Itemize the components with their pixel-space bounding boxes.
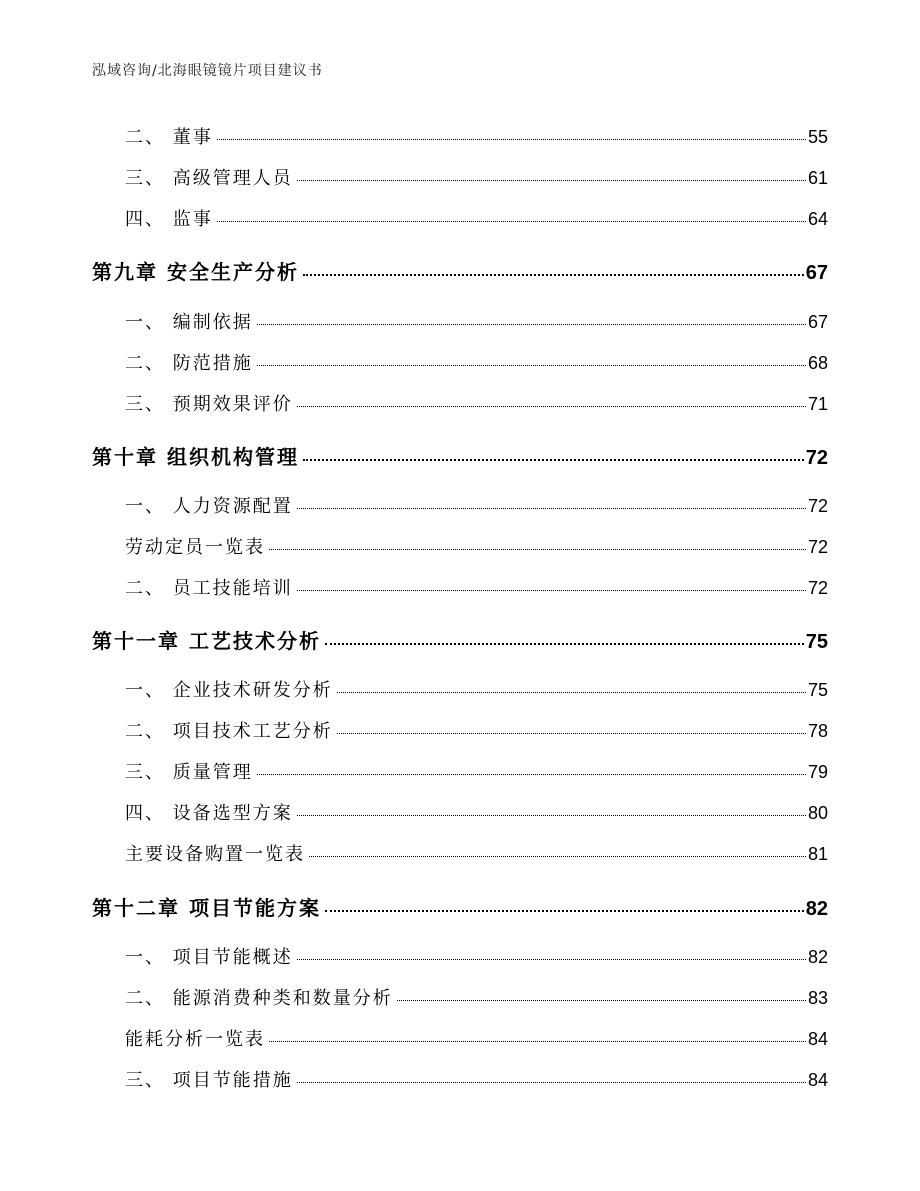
toc-section-row[interactable] bbox=[125, 943, 828, 969]
toc-page-number: 72 bbox=[807, 496, 828, 516]
toc-page-number: 64 bbox=[807, 209, 828, 229]
running-header: 泓域咨询/北海眼镜镜片项目建议书 bbox=[92, 63, 323, 79]
toc-entry-label: 第十章 组织机构管理 bbox=[92, 445, 299, 469]
toc-section-row[interactable] bbox=[125, 349, 828, 375]
toc-entry-label: 主要设备购置一览表 bbox=[125, 844, 305, 865]
toc-entry-label: 第十一章 工艺技术分析 bbox=[92, 629, 321, 653]
toc-dot-leader bbox=[397, 986, 806, 1004]
toc-entry-label: 一、 编制依据 bbox=[125, 312, 253, 333]
toc-entry-label: 一、 企业技术研发分析 bbox=[125, 680, 333, 701]
toc-page-number: 82 bbox=[805, 898, 828, 920]
toc-entry-label: 四、 监事 bbox=[125, 209, 213, 230]
toc-dot-leader bbox=[217, 125, 806, 143]
toc-entry-label: 三、 高级管理人员 bbox=[125, 168, 293, 189]
toc-chapter-row[interactable] bbox=[92, 256, 828, 285]
toc-dot-leader bbox=[297, 576, 806, 594]
toc-page-number: 55 bbox=[807, 127, 828, 147]
toc-entry-label: 第十二章 项目节能方案 bbox=[92, 896, 321, 920]
toc-section-row[interactable] bbox=[125, 840, 828, 866]
toc-dot-leader bbox=[269, 1027, 806, 1045]
toc-chapter-row[interactable] bbox=[92, 625, 828, 654]
toc-dot-leader bbox=[325, 895, 804, 915]
toc-section-row[interactable] bbox=[125, 1066, 828, 1092]
toc-entry-label: 三、 项目节能措施 bbox=[125, 1070, 293, 1091]
toc-entry-label: 第九章 安全生产分析 bbox=[92, 260, 299, 284]
toc-page-number: 75 bbox=[805, 631, 828, 653]
toc-dot-leader bbox=[337, 719, 806, 737]
toc-page-number: 82 bbox=[807, 947, 828, 967]
toc-dot-leader bbox=[269, 535, 806, 553]
toc-section-row[interactable] bbox=[125, 717, 828, 743]
toc-page-number: 75 bbox=[807, 680, 828, 700]
toc-page-number: 79 bbox=[807, 762, 828, 782]
toc-page-number: 83 bbox=[807, 988, 828, 1008]
toc-entry-label: 二、 员工技能培训 bbox=[125, 578, 293, 599]
toc-entry-label: 二、 项目技术工艺分析 bbox=[125, 721, 333, 742]
toc-entry-label: 二、 董事 bbox=[125, 127, 213, 148]
toc-dot-leader bbox=[297, 801, 806, 819]
toc-chapter-row[interactable] bbox=[92, 892, 828, 921]
toc-page-number: 80 bbox=[807, 803, 828, 823]
toc-page-number: 84 bbox=[807, 1029, 828, 1049]
toc-page-number: 84 bbox=[807, 1070, 828, 1090]
toc-page-number: 68 bbox=[807, 353, 828, 373]
toc-entry-label: 二、 防范措施 bbox=[125, 353, 253, 374]
toc-chapter-row[interactable] bbox=[92, 441, 828, 470]
toc-section-row[interactable] bbox=[125, 574, 828, 600]
toc-entry-label: 三、 质量管理 bbox=[125, 762, 253, 783]
toc-entry-label: 一、 项目节能概述 bbox=[125, 947, 293, 968]
toc-entry-label: 四、 设备选型方案 bbox=[125, 803, 293, 824]
toc-page-number: 71 bbox=[807, 394, 828, 414]
toc-entry-label: 三、 预期效果评价 bbox=[125, 394, 293, 415]
toc-dot-leader bbox=[257, 310, 806, 328]
toc-section-row[interactable] bbox=[125, 799, 828, 825]
toc-page-number: 81 bbox=[807, 844, 828, 864]
toc-dot-leader bbox=[297, 945, 806, 963]
toc-dot-leader bbox=[297, 166, 806, 184]
toc-section-row[interactable] bbox=[125, 123, 828, 149]
toc-dot-leader bbox=[297, 392, 806, 410]
toc-dot-leader bbox=[303, 444, 804, 464]
toc-page-number: 78 bbox=[807, 721, 828, 741]
toc-dot-leader bbox=[297, 1068, 806, 1086]
toc-section-row[interactable] bbox=[125, 492, 828, 518]
toc-dot-leader bbox=[257, 351, 806, 369]
toc-section-row[interactable] bbox=[125, 164, 828, 190]
toc-page-number: 72 bbox=[805, 447, 828, 469]
toc-dot-leader bbox=[217, 207, 806, 225]
toc-entry-label: 能耗分析一览表 bbox=[125, 1029, 265, 1050]
toc-entry-label: 劳动定员一览表 bbox=[125, 537, 265, 558]
toc-entry-label: 二、 能源消费种类和数量分析 bbox=[125, 988, 393, 1009]
toc-section-row[interactable] bbox=[125, 1025, 828, 1051]
toc-section-row[interactable] bbox=[125, 390, 828, 416]
toc-page-number: 72 bbox=[807, 578, 828, 598]
toc-page-number: 61 bbox=[807, 168, 828, 188]
toc-section-row[interactable] bbox=[125, 308, 828, 334]
toc-section-row[interactable] bbox=[125, 205, 828, 231]
toc-entry-label: 一、 人力资源配置 bbox=[125, 496, 293, 517]
toc-section-row[interactable] bbox=[125, 984, 828, 1010]
toc-page-number: 67 bbox=[807, 312, 828, 332]
toc-dot-leader bbox=[257, 760, 806, 778]
toc-dot-leader bbox=[303, 259, 804, 279]
toc-dot-leader bbox=[325, 628, 804, 648]
toc-section-row[interactable] bbox=[125, 676, 828, 702]
toc-dot-leader bbox=[297, 494, 806, 512]
toc-page-number: 72 bbox=[807, 537, 828, 557]
toc-dot-leader bbox=[337, 678, 806, 696]
toc-section-row[interactable] bbox=[125, 758, 828, 784]
toc-dot-leader bbox=[309, 842, 806, 860]
toc-page-number: 67 bbox=[805, 262, 828, 284]
toc-section-row[interactable] bbox=[125, 533, 828, 559]
